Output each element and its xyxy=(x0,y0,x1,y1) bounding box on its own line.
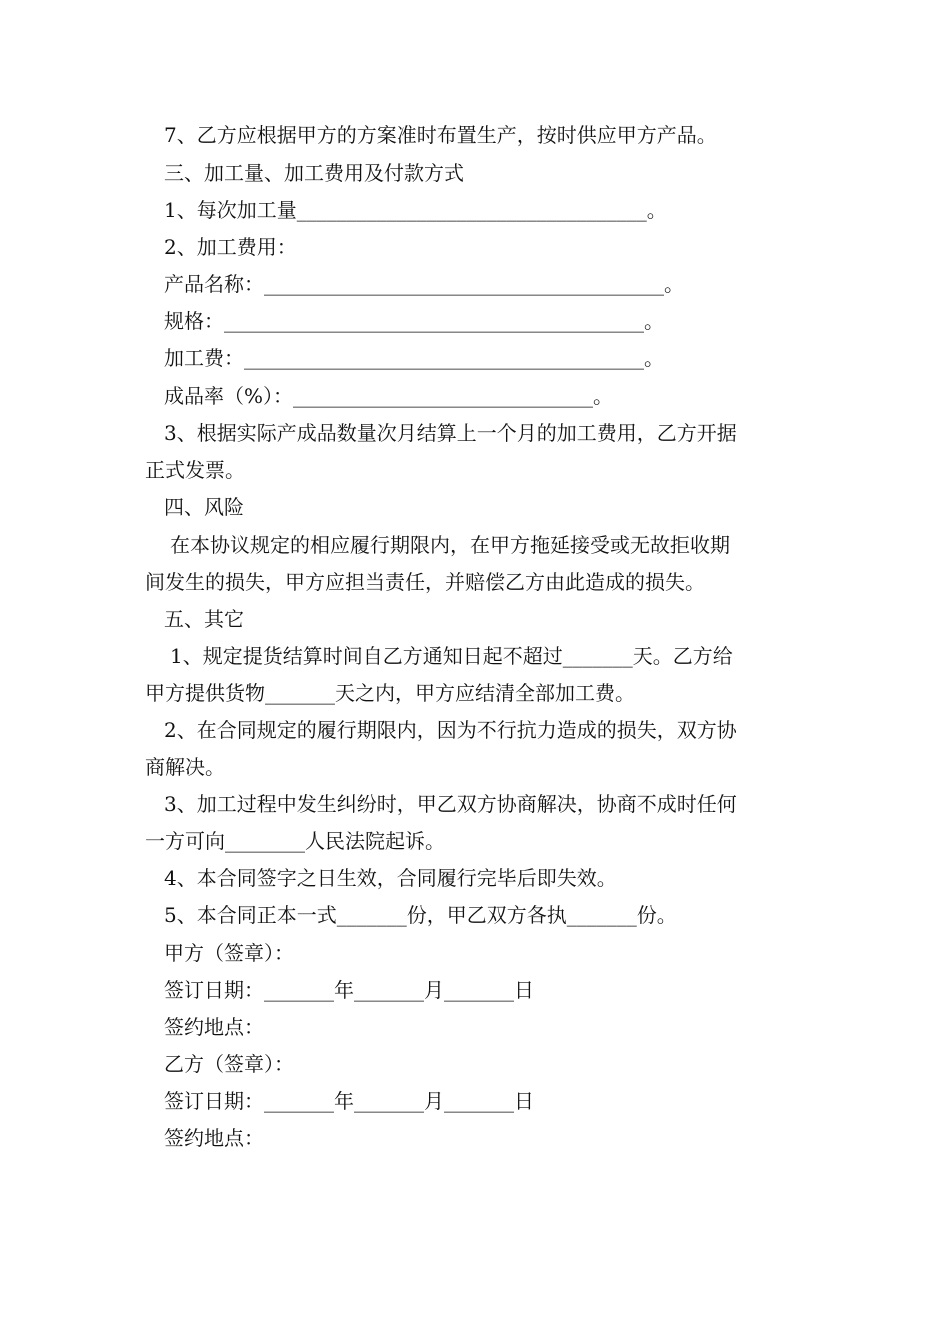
risk-text-2: 间发生的损失，甲方应担当责任，并赔偿乙方由此造成的损失。 xyxy=(145,570,705,594)
other-clause-4-text: 4、本合同签字之日生效，合同履行完毕后即失效。 xyxy=(164,866,617,890)
processing-quantity-text: 1、每次加工量___________________________________。 xyxy=(164,198,667,222)
product-name-text: 产品名称：________________________________________。 xyxy=(164,272,684,296)
party-a-signature-line xyxy=(0,935,950,972)
risk-line-1 xyxy=(0,527,950,564)
other-clause-1-line-1 xyxy=(0,638,950,675)
other-clause-5-line xyxy=(0,897,950,934)
risk-line-2 xyxy=(0,564,950,601)
other-clause-3-text-1: 3、加工过程中发生纠纷时，甲乙双方协商解决，协商不成时任何 xyxy=(164,792,737,816)
section-4-heading-text: 四、风险 xyxy=(164,495,244,519)
fee-amount-line xyxy=(0,340,950,377)
other-clause-1-text-2: 甲方提供货物_______天之内，甲方应结清全部加工费。 xyxy=(145,681,635,705)
processing-quantity-line xyxy=(0,192,950,229)
party-a-date-line xyxy=(0,972,950,1009)
processing-fee-line xyxy=(0,229,950,266)
other-clause-2-text-1: 2、在合同规定的履行期限内，因为不行抗力造成的损失，双方协 xyxy=(164,718,737,742)
party-a-place-text: 签约地点： xyxy=(164,1015,264,1039)
party-a-date-text: 签订日期：_______年_______月_______日 xyxy=(164,978,534,1002)
other-clause-2-line-1 xyxy=(0,712,950,749)
section-5-heading xyxy=(0,601,950,638)
risk-text-1: 在本协议规定的相应履行期限内，在甲方拖延接受或无故拒收期 xyxy=(170,533,730,557)
other-clause-4-line xyxy=(0,860,950,897)
specification-text: 规格：__________________________________________。 xyxy=(164,309,664,333)
section-5-heading-text: 五、其它 xyxy=(164,607,244,631)
party-b-date-line xyxy=(0,1083,950,1120)
clause-7-text: 7、乙方应根据甲方的方案准时布置生产，按时供应甲方产品。 xyxy=(164,123,717,147)
settlement-line-1 xyxy=(0,415,950,452)
other-clause-5-text: 5、本合同正本一式_______份，甲乙双方各执_______份。 xyxy=(164,903,677,927)
other-clause-3-line-1 xyxy=(0,786,950,823)
party-b-place-text: 签约地点： xyxy=(164,1126,264,1150)
yield-rate-text: 成品率（%）：______________________________。 xyxy=(164,384,614,408)
party-b-place-line xyxy=(0,1120,950,1157)
other-clause-2-text-2: 商解决。 xyxy=(145,755,225,779)
party-b-signature-line xyxy=(0,1046,950,1083)
section-3-heading xyxy=(0,155,950,192)
other-clause-3-line-2 xyxy=(0,823,950,860)
yield-rate-line xyxy=(0,378,950,415)
party-b-date-text: 签订日期：_______年_______月_______日 xyxy=(164,1089,534,1113)
other-clause-1-line-2 xyxy=(0,675,950,712)
settlement-line-2 xyxy=(0,452,950,489)
other-clause-3-text-2: 一方可向________人民法院起诉。 xyxy=(145,829,445,853)
section-4-heading xyxy=(0,489,950,526)
settlement-text-2: 正式发票。 xyxy=(145,458,245,482)
party-b-signature-text: 乙方（签章）： xyxy=(164,1052,294,1076)
section-3-heading-text: 三、加工量、加工费用及付款方式 xyxy=(164,161,464,185)
specification-line xyxy=(0,303,950,340)
party-a-place-line xyxy=(0,1009,950,1046)
other-clause-2-line-2 xyxy=(0,749,950,786)
settlement-text-1: 3、根据实际产成品数量次月结算上一个月的加工费用，乙方开据 xyxy=(164,421,737,445)
product-name-line xyxy=(0,266,950,303)
other-clause-1-text-1: 1、规定提货结算时间自乙方通知日起不超过_______天。乙方给 xyxy=(170,644,733,668)
processing-fee-text: 2、加工费用： xyxy=(164,235,297,259)
clause-7-line xyxy=(0,117,950,154)
fee-amount-text: 加工费：________________________________________。 xyxy=(164,346,664,370)
party-a-signature-text: 甲方（签章）： xyxy=(164,941,294,965)
